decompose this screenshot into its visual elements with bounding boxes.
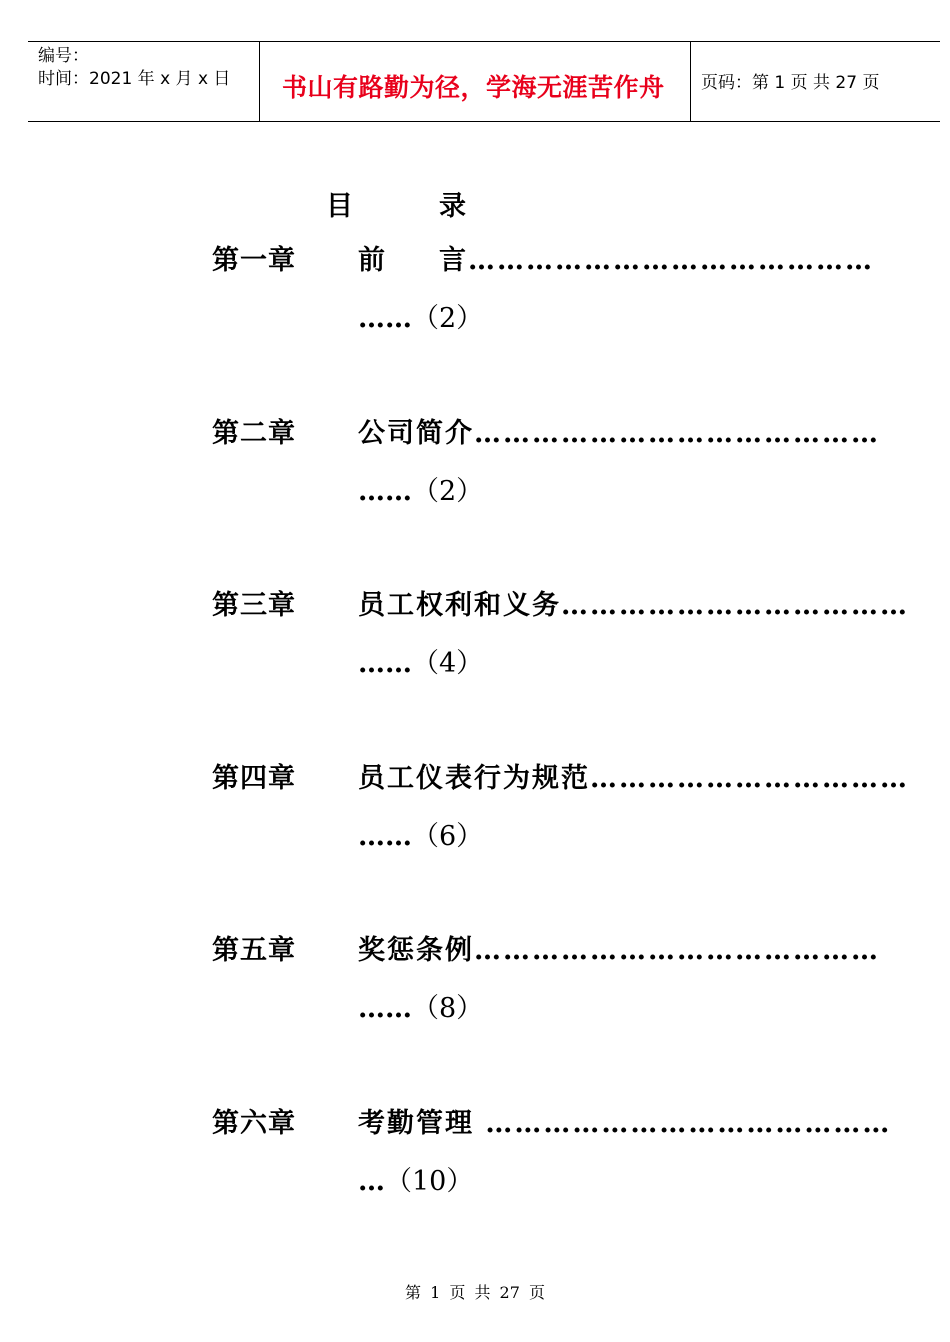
toc-dot-leader: …………………………………… [474,1108,892,1139]
page-footer: 第 1 页 共 27 页 [405,1283,545,1302]
toc-chapter-label: 第三章 [212,590,296,621]
toc-entry[interactable] [212,238,874,348]
toc-title [326,184,466,223]
toc-dot-leader: ……………………………… [561,590,909,621]
toc-entry[interactable] [212,928,880,1038]
toc-entry-title: 奖惩条例 [358,935,474,966]
toc-page-line [358,986,483,1025]
toc-title-line [358,756,909,795]
header-left-cell [28,42,260,121]
toc-entry[interactable] [212,583,909,693]
toc-title-line [358,238,874,277]
toc-title-line [358,1101,891,1140]
toc-page-number: （6） [412,821,484,852]
toc-page-line [358,814,483,853]
toc-page-line [358,1159,473,1198]
toc-dot-leader-continued: …… [358,821,412,852]
toc-chapter-label: 第二章 [212,418,296,449]
toc-dot-leader: …………………………… [590,763,909,794]
toc-page-line [358,469,483,508]
header-right-cell [691,42,940,121]
toc-dot-leader: …………………………………… [468,245,874,276]
toc-title-line [358,411,880,450]
toc-page-line [358,641,483,680]
toc-entry[interactable] [212,411,880,521]
toc-dot-leader-continued: …… [358,648,412,679]
toc-page-number: （2） [412,476,484,507]
toc-page-number: （8） [412,993,484,1024]
toc-page-number: （2） [412,303,484,334]
toc-entry-title: 考勤管理 [358,1108,474,1139]
toc-entry-title-b: 言 [439,245,468,276]
toc-title-part2: 录 [439,191,466,222]
toc-title-line [358,583,909,622]
toc-page-line [358,296,483,335]
toc-entry-title: 公司简介 [358,418,474,449]
toc-dot-leader: …………………………………… [474,935,880,966]
toc-chapter-label: 第六章 [212,1108,296,1139]
toc-dot-leader-continued: …… [358,993,412,1024]
toc-page-number: （4） [412,648,484,679]
toc-dot-leader-continued: … [358,1166,385,1197]
toc-chapter-label: 第五章 [212,935,296,966]
toc-dot-leader-continued: …… [358,476,412,507]
toc-dot-leader: …………………………………… [474,418,880,449]
toc-entry[interactable] [212,756,909,866]
header-motto: 书山有路勤为径，学海无涯苦作舟 [282,73,665,102]
document-header [28,41,940,122]
header-middle-cell [260,42,691,121]
toc-title-line [358,928,880,967]
toc-chapter-label: 第四章 [212,763,296,794]
document-date-label: 时间：2021 年 x 月 x 日 [38,69,231,89]
toc-entry-title-a: 前 [358,245,387,276]
toc-chapter-label: 第一章 [212,245,296,276]
toc-entry-title: 员工仪表行为规范 [358,763,590,794]
toc-entry-title: 员工权利和义务 [358,590,561,621]
header-page-info: 页码：第 1 页 共 27 页 [701,73,880,93]
toc-dot-leader-continued: …… [358,303,412,334]
toc-entry[interactable] [212,1101,892,1211]
document-number-label: 编号： [38,46,89,66]
toc-page-number: （10） [385,1166,474,1197]
toc-title-part1: 目 [326,191,353,222]
